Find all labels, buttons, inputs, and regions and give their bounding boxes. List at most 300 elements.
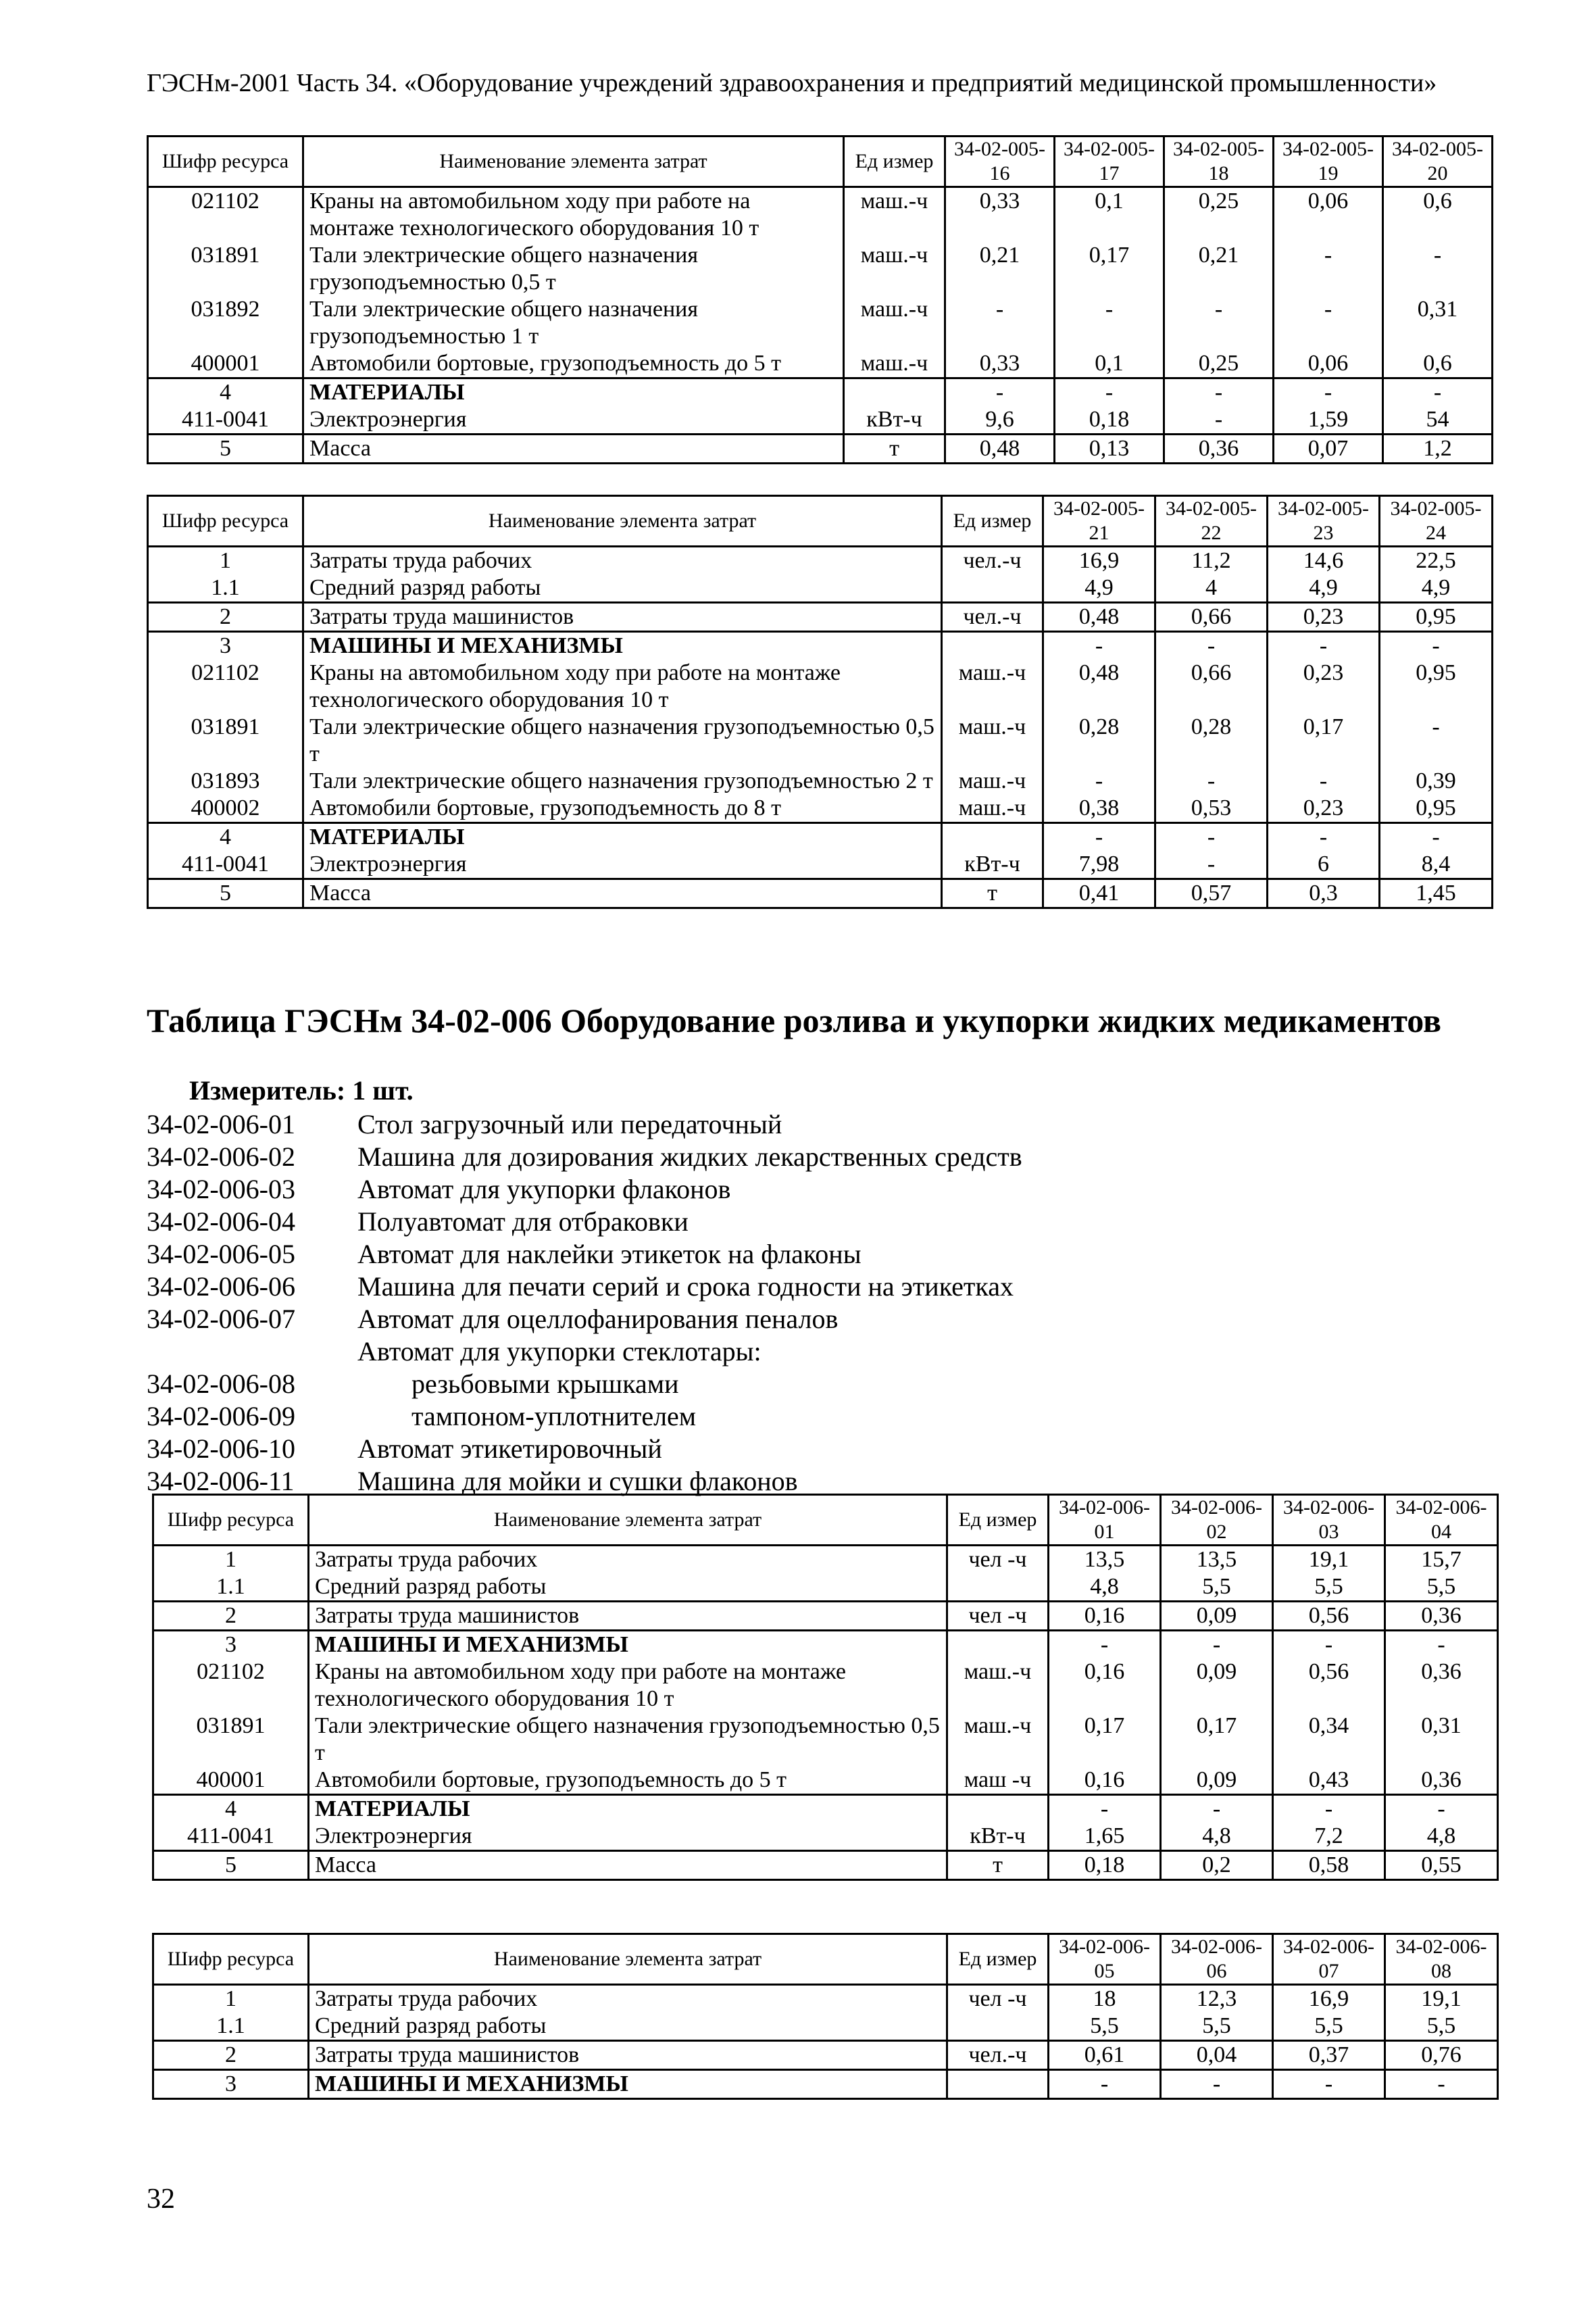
row-code: 1.1 — [153, 1573, 309, 1602]
row-value: 0,2 — [1161, 1851, 1273, 1880]
row-unit: маш.-ч — [844, 187, 945, 243]
list-item-name: Машина для дозирования жидких лекарственных средств — [357, 1141, 1022, 1172]
table-row — [148, 603, 1493, 632]
table-row — [153, 2013, 1498, 2041]
header-name: Наименование элемента затрат — [309, 1934, 947, 1985]
row-name: Затраты труда машинистов — [309, 1602, 947, 1631]
row-name: Масса — [303, 879, 942, 908]
list-item-code — [147, 1335, 357, 1368]
row-name: МАТЕРИАЛЫ — [309, 1795, 947, 1823]
row-value: - — [1380, 714, 1493, 768]
list-item — [147, 1108, 1022, 1141]
list-item — [147, 1465, 1022, 1498]
item-list — [147, 1108, 1022, 1498]
row-name: Краны на автомобильном ходу при работе на монтаже технологического оборудования 10 т — [309, 1658, 947, 1713]
row-unit: маш.-ч — [844, 242, 945, 296]
row-name: МАШИНЫ И МЕХАНИЗМЫ — [309, 2070, 947, 2099]
row-value: 6 — [1268, 851, 1380, 879]
header-norm-code: 34-02-005-23 — [1268, 496, 1380, 547]
list-item-name: Машина для печати серий и срока годности на этикетках — [357, 1271, 1014, 1302]
row-value: 0,18 — [1049, 1851, 1161, 1880]
header-name: Наименование элемента затрат — [303, 496, 942, 547]
row-name: Автомобили бортовые, грузоподъемность до 5 т — [303, 350, 844, 378]
row-value: 1,2 — [1383, 435, 1493, 464]
table-row — [153, 1823, 1498, 1851]
row-value: 16,9 — [1043, 547, 1155, 575]
table-header-row — [153, 1495, 1498, 1546]
list-item-name: резьбовыми крышками — [412, 1369, 679, 1399]
row-value: 0,58 — [1273, 1851, 1385, 1880]
header-code: Шифр ресурса — [148, 137, 303, 187]
row-unit — [942, 823, 1043, 852]
row-value: - — [1383, 378, 1493, 407]
row-value: 0,36 — [1385, 1658, 1498, 1713]
row-value: 5,5 — [1161, 1573, 1273, 1602]
header-norm-code: 34-02-006-02 — [1161, 1495, 1273, 1546]
row-value: 0,57 — [1155, 879, 1268, 908]
header-norm-code: 34-02-006-03 — [1273, 1495, 1385, 1546]
row-value: 0,16 — [1049, 1658, 1161, 1713]
row-value: - — [1273, 1631, 1385, 1659]
row-unit: т — [844, 435, 945, 464]
table-row — [148, 660, 1493, 714]
row-unit: маш.-ч — [844, 296, 945, 350]
header-norm-code: 34-02-005-20 — [1383, 137, 1493, 187]
page-header: ГЭСНм-2001 Часть 34. «Оборудование учреждений здравоохранения и предприятий медицинской промышленности» — [147, 69, 1437, 97]
row-value: - — [945, 378, 1055, 407]
row-value: 0,25 — [1164, 187, 1274, 243]
table-row — [148, 435, 1493, 464]
row-value: 16,9 — [1273, 1985, 1385, 2013]
row-value: 22,5 — [1380, 547, 1493, 575]
list-item — [147, 1400, 1022, 1433]
row-value: 0,17 — [1268, 714, 1380, 768]
list-item-code: 34-02-006-10 — [147, 1433, 295, 1464]
row-value: - — [1273, 2070, 1385, 2099]
row-value: 0,18 — [1055, 406, 1164, 435]
row-value: - — [1385, 1795, 1498, 1823]
row-unit — [947, 2013, 1049, 2041]
table-row — [153, 1795, 1498, 1823]
row-name: Тали электрические общего назначения грузоподъемностью 2 т — [303, 768, 942, 795]
row-value: 0,09 — [1161, 1602, 1273, 1631]
row-unit — [947, 1631, 1049, 1659]
row-value: 0,38 — [1043, 795, 1155, 823]
row-unit — [942, 574, 1043, 603]
row-unit: чел -ч — [947, 1602, 1049, 1631]
row-value: - — [1155, 768, 1268, 795]
list-item-name: Автомат для укупорки стеклотары: — [357, 1336, 762, 1367]
row-value: - — [945, 296, 1055, 350]
row-value: 0,66 — [1155, 660, 1268, 714]
table-row — [153, 1713, 1498, 1767]
table-row — [153, 1985, 1498, 2013]
row-value: 0,53 — [1155, 795, 1268, 823]
header-norm-code: 34-02-005-19 — [1274, 137, 1383, 187]
header-norm-code: 34-02-005-18 — [1164, 137, 1274, 187]
row-value: 11,2 — [1155, 547, 1268, 575]
row-value: 9,6 — [945, 406, 1055, 435]
row-code: 2 — [148, 603, 303, 632]
row-value: - — [1055, 296, 1164, 350]
table-row — [148, 632, 1493, 660]
row-value: 7,2 — [1273, 1823, 1385, 1851]
header-norm-code: 34-02-005-16 — [945, 137, 1055, 187]
header-code: Шифр ресурса — [153, 1934, 309, 1985]
row-unit — [947, 1573, 1049, 1602]
list-item-code: 34-02-006-02 — [147, 1141, 295, 1172]
row-value: - — [1268, 823, 1380, 852]
row-code: 3 — [153, 1631, 309, 1659]
header-norm-code: 34-02-006-07 — [1273, 1934, 1385, 1985]
row-value: 1,45 — [1380, 879, 1493, 908]
row-value: - — [1049, 1795, 1161, 1823]
table-row — [148, 851, 1493, 879]
row-value: 12,3 — [1161, 1985, 1273, 2013]
list-item — [147, 1141, 1022, 1173]
header-name: Наименование элемента затрат — [303, 137, 844, 187]
row-code: 5 — [153, 1851, 309, 1880]
header-name: Наименование элемента затрат — [309, 1495, 947, 1546]
row-unit: маш.-ч — [947, 1658, 1049, 1713]
list-item-name: Автомат для оцеллофанирования пеналов — [357, 1304, 839, 1334]
list-item-code: 34-02-006-05 — [147, 1239, 295, 1269]
header-unit: Ед измер — [947, 1934, 1049, 1985]
row-value: - — [1268, 768, 1380, 795]
row-value: - — [1155, 823, 1268, 852]
row-name: Средний разряд работы — [309, 1573, 947, 1602]
list-item-code: 34-02-006-09 — [147, 1401, 295, 1431]
row-value: 0,06 — [1274, 350, 1383, 378]
row-value: 7,98 — [1043, 851, 1155, 879]
row-code: 4 — [153, 1795, 309, 1823]
row-code: 021102 — [153, 1658, 309, 1713]
row-value: 4,8 — [1161, 1823, 1273, 1851]
row-value: 4,9 — [1268, 574, 1380, 603]
row-name: Электроэнергия — [303, 851, 942, 879]
row-value: 0,56 — [1273, 1658, 1385, 1713]
list-item-name: тампоном-уплотнителем — [412, 1401, 697, 1431]
table-row — [153, 2041, 1498, 2070]
header-norm-code: 34-02-005-21 — [1043, 496, 1155, 547]
row-value: - — [1164, 378, 1274, 407]
table-row — [148, 768, 1493, 795]
row-name: Тали электрические общего назначения грузоподъемностью 1 т — [303, 296, 844, 350]
row-code: 031891 — [148, 714, 303, 768]
row-value: 1,65 — [1049, 1823, 1161, 1851]
row-name: Тали электрические общего назначения грузоподъемностью 0,5 т — [303, 714, 942, 768]
row-code: 1 — [153, 1546, 309, 1574]
row-value: 1,59 — [1274, 406, 1383, 435]
row-value: - — [1273, 1795, 1385, 1823]
row-value: 5,5 — [1385, 1573, 1498, 1602]
row-value: 0,6 — [1383, 350, 1493, 378]
row-code: 1.1 — [148, 574, 303, 603]
list-item — [147, 1271, 1022, 1303]
row-code: 4 — [148, 823, 303, 852]
row-value: - — [1274, 242, 1383, 296]
row-code: 400002 — [148, 795, 303, 823]
row-value: 0,55 — [1385, 1851, 1498, 1880]
resource-table-006-05-08 — [152, 1933, 1499, 2100]
row-value: 4,9 — [1380, 574, 1493, 603]
header-norm-code: 34-02-006-05 — [1049, 1934, 1161, 1985]
row-value: 0,95 — [1380, 660, 1493, 714]
row-value: - — [1155, 851, 1268, 879]
row-value: 0,34 — [1273, 1713, 1385, 1767]
row-value: 0,07 — [1274, 435, 1383, 464]
row-value: 0,09 — [1161, 1658, 1273, 1713]
row-value: - — [1385, 2070, 1498, 2099]
resource-table-005-21-24 — [147, 495, 1493, 909]
row-value: 5,5 — [1385, 2013, 1498, 2041]
table-row — [153, 2070, 1498, 2099]
row-value: 0,31 — [1383, 296, 1493, 350]
row-value: 0,21 — [1164, 242, 1274, 296]
row-value: 0,09 — [1161, 1767, 1273, 1795]
row-unit — [844, 378, 945, 407]
list-item-code: 34-02-006-04 — [147, 1206, 295, 1237]
row-code: 021102 — [148, 660, 303, 714]
row-unit: чел.-ч — [947, 2041, 1049, 2070]
row-name: Средний разряд работы — [309, 2013, 947, 2041]
row-unit: маш.-ч — [844, 350, 945, 378]
row-value: 0,23 — [1268, 660, 1380, 714]
row-value: 4 — [1155, 574, 1268, 603]
row-unit: т — [947, 1851, 1049, 1880]
row-unit: маш.-ч — [942, 660, 1043, 714]
row-name: Масса — [303, 435, 844, 464]
row-code: 021102 — [148, 187, 303, 243]
row-value: 15,7 — [1385, 1546, 1498, 1574]
row-name: МАТЕРИАЛЫ — [303, 378, 844, 407]
table-row — [153, 1573, 1498, 1602]
row-value: - — [1161, 1631, 1273, 1659]
list-item-code: 34-02-006-01 — [147, 1109, 295, 1139]
table-row — [148, 714, 1493, 768]
row-unit — [947, 2070, 1049, 2099]
row-value: 0,43 — [1273, 1767, 1385, 1795]
list-item-code: 34-02-006-07 — [147, 1304, 295, 1334]
row-value: 4,9 — [1043, 574, 1155, 603]
row-unit: чел.-ч — [942, 603, 1043, 632]
row-name: Тали электрические общего назначения грузоподъемностью 0,5 т — [309, 1713, 947, 1767]
row-code: 411-0041 — [148, 851, 303, 879]
row-name: Затраты труда рабочих — [309, 1985, 947, 2013]
row-code: 4 — [148, 378, 303, 407]
row-value: - — [1268, 632, 1380, 660]
row-value: 0,36 — [1385, 1767, 1498, 1795]
row-code: 2 — [153, 2041, 309, 2070]
list-item-code: 34-02-006-11 — [147, 1466, 295, 1496]
row-value: - — [1043, 768, 1155, 795]
row-value: - — [1164, 296, 1274, 350]
row-value: 0,28 — [1043, 714, 1155, 768]
list-item — [147, 1433, 1022, 1465]
list-item-code: 34-02-006-08 — [147, 1369, 295, 1399]
header-code: Шифр ресурса — [148, 496, 303, 547]
table-row — [148, 823, 1493, 852]
row-value: 54 — [1383, 406, 1493, 435]
header-norm-code: 34-02-006-01 — [1049, 1495, 1161, 1546]
row-code: 411-0041 — [148, 406, 303, 435]
row-value: 0,21 — [945, 242, 1055, 296]
list-item-name: Машина для мойки и сушки флаконов — [357, 1466, 798, 1496]
list-item-name: Автомат для укупорки флаконов — [357, 1174, 731, 1204]
row-unit: кВт-ч — [942, 851, 1043, 879]
row-value: 0,06 — [1274, 187, 1383, 243]
table-row — [148, 547, 1493, 575]
table-row — [148, 406, 1493, 435]
row-value: - — [1161, 2070, 1273, 2099]
row-value: 0,17 — [1049, 1713, 1161, 1767]
row-unit — [942, 632, 1043, 660]
row-unit: кВт-ч — [844, 406, 945, 435]
row-value: - — [1055, 378, 1164, 407]
row-value: 0,25 — [1164, 350, 1274, 378]
row-value: 8,4 — [1380, 851, 1493, 879]
row-value: - — [1049, 1631, 1161, 1659]
row-unit: маш -ч — [947, 1767, 1049, 1795]
row-value: 0,37 — [1273, 2041, 1385, 2070]
row-value: 0,16 — [1049, 1602, 1161, 1631]
row-code: 2 — [153, 1602, 309, 1631]
list-item-name: Полуавтомат для отбраковки — [357, 1206, 689, 1237]
header-norm-code: 34-02-005-22 — [1155, 496, 1268, 547]
meter-label: Измеритель: 1 шт. — [189, 1075, 414, 1106]
row-value: 0,16 — [1049, 1767, 1161, 1795]
header-norm-code: 34-02-005-17 — [1055, 137, 1164, 187]
row-unit: маш.-ч — [942, 714, 1043, 768]
row-value: 5,5 — [1273, 2013, 1385, 2041]
row-value: - — [1049, 2070, 1161, 2099]
row-value: - — [1383, 242, 1493, 296]
row-code: 5 — [148, 879, 303, 908]
row-value: 0,48 — [945, 435, 1055, 464]
row-name: Электроэнергия — [303, 406, 844, 435]
row-code: 411-0041 — [153, 1823, 309, 1851]
header-norm-code: 34-02-006-06 — [1161, 1934, 1273, 1985]
list-item-code: 34-02-006-03 — [147, 1174, 295, 1204]
row-value: 5,5 — [1273, 1573, 1385, 1602]
row-value: 5,5 — [1161, 2013, 1273, 2041]
row-value: - — [1380, 823, 1493, 852]
row-unit: чел -ч — [947, 1985, 1049, 2013]
row-value: 0,3 — [1268, 879, 1380, 908]
row-value: 0,66 — [1155, 603, 1268, 632]
table-row — [153, 1767, 1498, 1795]
row-value: 0,23 — [1268, 603, 1380, 632]
row-name: Автомобили бортовые, грузоподъемность до 5 т — [309, 1767, 947, 1795]
row-value: 0,17 — [1161, 1713, 1273, 1767]
row-code: 031893 — [148, 768, 303, 795]
row-name: Затраты труда машинистов — [309, 2041, 947, 2070]
row-value: 0,56 — [1273, 1602, 1385, 1631]
list-item — [147, 1335, 1022, 1368]
row-unit: чел -ч — [947, 1546, 1049, 1574]
row-value: - — [1380, 632, 1493, 660]
row-value: 0,95 — [1380, 603, 1493, 632]
list-item-name: Автомат этикетировочный — [357, 1433, 662, 1464]
row-value: 19,1 — [1385, 1985, 1498, 2013]
row-value: 14,6 — [1268, 547, 1380, 575]
list-item — [147, 1238, 1022, 1271]
table-row — [148, 574, 1493, 603]
table-row — [148, 296, 1493, 350]
row-value: - — [1274, 378, 1383, 407]
table-row — [148, 242, 1493, 296]
table-row — [148, 350, 1493, 378]
list-item-name: Автомат для наклейки этикеток на флаконы — [357, 1239, 862, 1269]
list-item-name: Стол загрузочный или передаточный — [357, 1109, 782, 1139]
list-item — [147, 1368, 1022, 1400]
row-value: 0,41 — [1043, 879, 1155, 908]
row-name: Электроэнергия — [309, 1823, 947, 1851]
table-row — [148, 378, 1493, 407]
row-value: 0,61 — [1049, 2041, 1161, 2070]
section-title: Таблица ГЭСНм 34-02-006 Оборудование розлива и укупорки жидких медикаментов — [147, 1002, 1442, 1039]
row-value: 19,1 — [1273, 1546, 1385, 1574]
row-value: 0,95 — [1380, 795, 1493, 823]
row-value: 0,17 — [1055, 242, 1164, 296]
row-value: 0,48 — [1043, 603, 1155, 632]
row-code: 400001 — [148, 350, 303, 378]
row-value: 0,1 — [1055, 350, 1164, 378]
row-value: 0,04 — [1161, 2041, 1273, 2070]
row-value: 0,76 — [1385, 2041, 1498, 2070]
table-row — [148, 879, 1493, 908]
table-row — [153, 1602, 1498, 1631]
row-unit: маш.-ч — [942, 795, 1043, 823]
header-unit: Ед измер — [947, 1495, 1049, 1546]
row-code: 3 — [153, 2070, 309, 2099]
resource-table-005-16-20 — [147, 135, 1493, 464]
table-row — [153, 1658, 1498, 1713]
row-value: 5,5 — [1049, 2013, 1161, 2041]
row-code: 1.1 — [153, 2013, 309, 2041]
row-name: Автомобили бортовые, грузоподъемность до 8 т — [303, 795, 942, 823]
table-row — [148, 187, 1493, 243]
row-value: - — [1164, 406, 1274, 435]
row-name: Затраты труда рабочих — [303, 547, 942, 575]
row-code: 1 — [148, 547, 303, 575]
row-unit: т — [942, 879, 1043, 908]
row-name: Средний разряд работы — [303, 574, 942, 603]
row-name: Затраты труда машинистов — [303, 603, 942, 632]
row-value: - — [1385, 1631, 1498, 1659]
row-value: - — [1043, 823, 1155, 852]
resource-table-006-01-04 — [152, 1494, 1499, 1881]
row-code: 1 — [153, 1985, 309, 2013]
row-code: 031891 — [153, 1713, 309, 1767]
row-code: 400001 — [153, 1767, 309, 1795]
row-value: 0,1 — [1055, 187, 1164, 243]
header-norm-code: 34-02-005-24 — [1380, 496, 1493, 547]
row-value: 4,8 — [1049, 1573, 1161, 1602]
row-value: 4,8 — [1385, 1823, 1498, 1851]
row-name: МАТЕРИАЛЫ — [303, 823, 942, 852]
row-value: 13,5 — [1049, 1546, 1161, 1574]
row-value: 0,28 — [1155, 714, 1268, 768]
row-value: 0,33 — [945, 187, 1055, 243]
row-value: 13,5 — [1161, 1546, 1273, 1574]
row-name: МАШИНЫ И МЕХАНИЗМЫ — [303, 632, 942, 660]
table-header-row — [153, 1934, 1498, 1985]
row-value: 0,23 — [1268, 795, 1380, 823]
list-item — [147, 1173, 1022, 1206]
header-code: Шифр ресурса — [153, 1495, 309, 1546]
row-value: 0,48 — [1043, 660, 1155, 714]
